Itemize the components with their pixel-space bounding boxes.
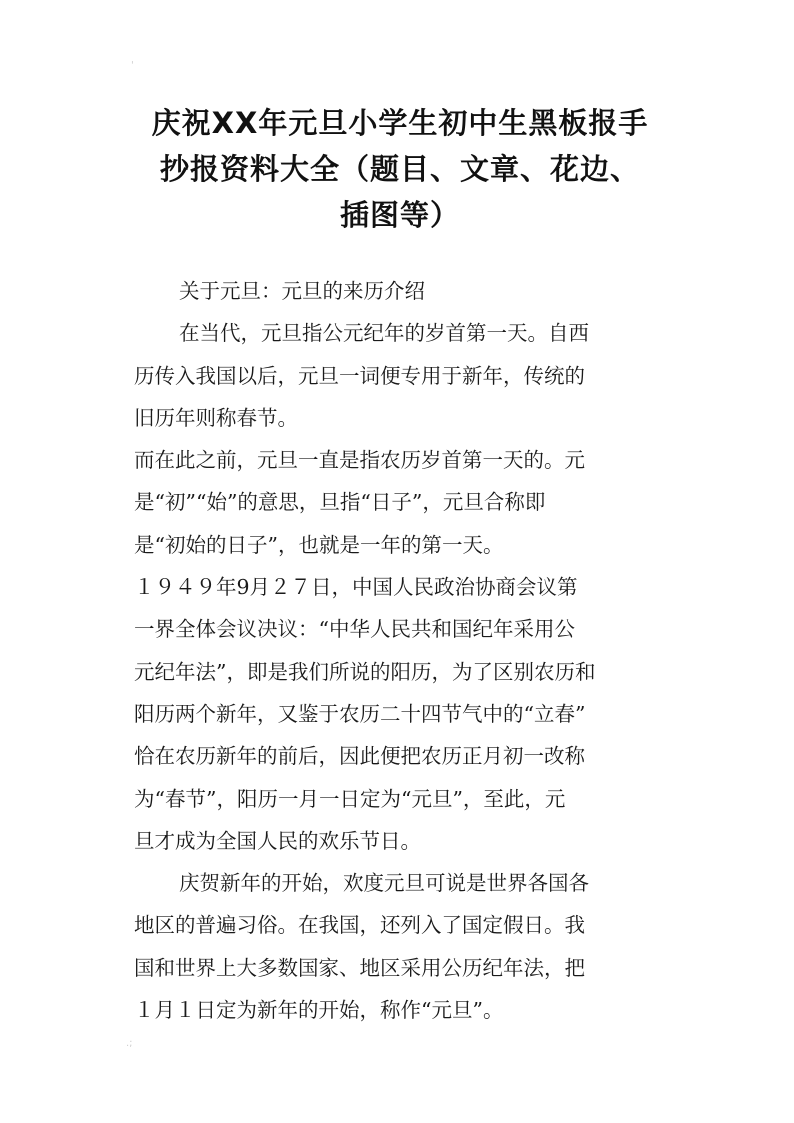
title-line: 插图等） — [339, 198, 460, 232]
document-title — [120, 100, 680, 238]
document-body — [134, 270, 674, 1031]
paragraph-line: 庆贺新年的开始，欢度元旦可说是世界各国各 — [179, 871, 589, 896]
paragraph-line: 旧历年则称春节。 — [134, 405, 298, 430]
title-line: 庆祝XX年元旦小学生初中生黑板报手 — [151, 106, 649, 140]
paragraph-line: 是“初始的日子”，也就是一年的第一天。 — [134, 532, 504, 557]
paragraph-line: １９４９年9月２７日，中国人民政治协商会议第 — [134, 575, 578, 600]
paragraph-line: 为“春节”，阳历一月一日定为“元旦”，至此，元 — [134, 786, 566, 811]
paragraph-line: 恰在农历新年的前后，因此便把农历正月初一改称 — [134, 744, 585, 769]
paragraph-line: 旦才成为全国人民的欢乐节日。 — [134, 828, 421, 853]
paragraph-line: 地区的普遍习俗。在我国，还列入了国定假日。我 — [134, 913, 585, 938]
paragraph-line: 是“初”“始”的意思，旦指“日子”，元旦合称即 — [134, 490, 546, 515]
paragraph-line: 阳历两个新年，又鉴于农历二十四节气中的“立春” — [134, 701, 586, 726]
corner-mark-bottom: .; — [126, 1038, 133, 1049]
paragraph-line: 而在此之前，元旦一直是指农历岁首第一天的。元 — [134, 448, 585, 473]
title-line: 抄报资料大全（题目、文章、花边、 — [159, 152, 640, 186]
paragraph-line: 在当代，元旦指公元纪年的岁首第一天。自西 — [179, 321, 589, 346]
paragraph-line: 一界全体会议决议：“中华人民共和国纪年采用公 — [134, 617, 575, 642]
paragraph-line: １月１日定为新年的开始，称作“元旦”。 — [134, 998, 504, 1023]
section-heading: 关于元旦：元旦的来历介绍 — [179, 279, 425, 303]
paragraph — [134, 439, 674, 566]
paragraph-line: 国和世界上大多数国家、地区采用公历纪年法，把 — [134, 955, 585, 980]
paragraph — [134, 312, 674, 439]
paragraph — [134, 862, 674, 1031]
paragraph-line: 历传入我国以后，元旦一词便专用于新年，传统的 — [134, 363, 585, 388]
corner-mark-top: ' — [131, 60, 134, 71]
paragraph — [134, 566, 674, 862]
paragraph-line: 元纪年法”，即是我们所说的阳历，为了区别农历和 — [134, 659, 596, 684]
